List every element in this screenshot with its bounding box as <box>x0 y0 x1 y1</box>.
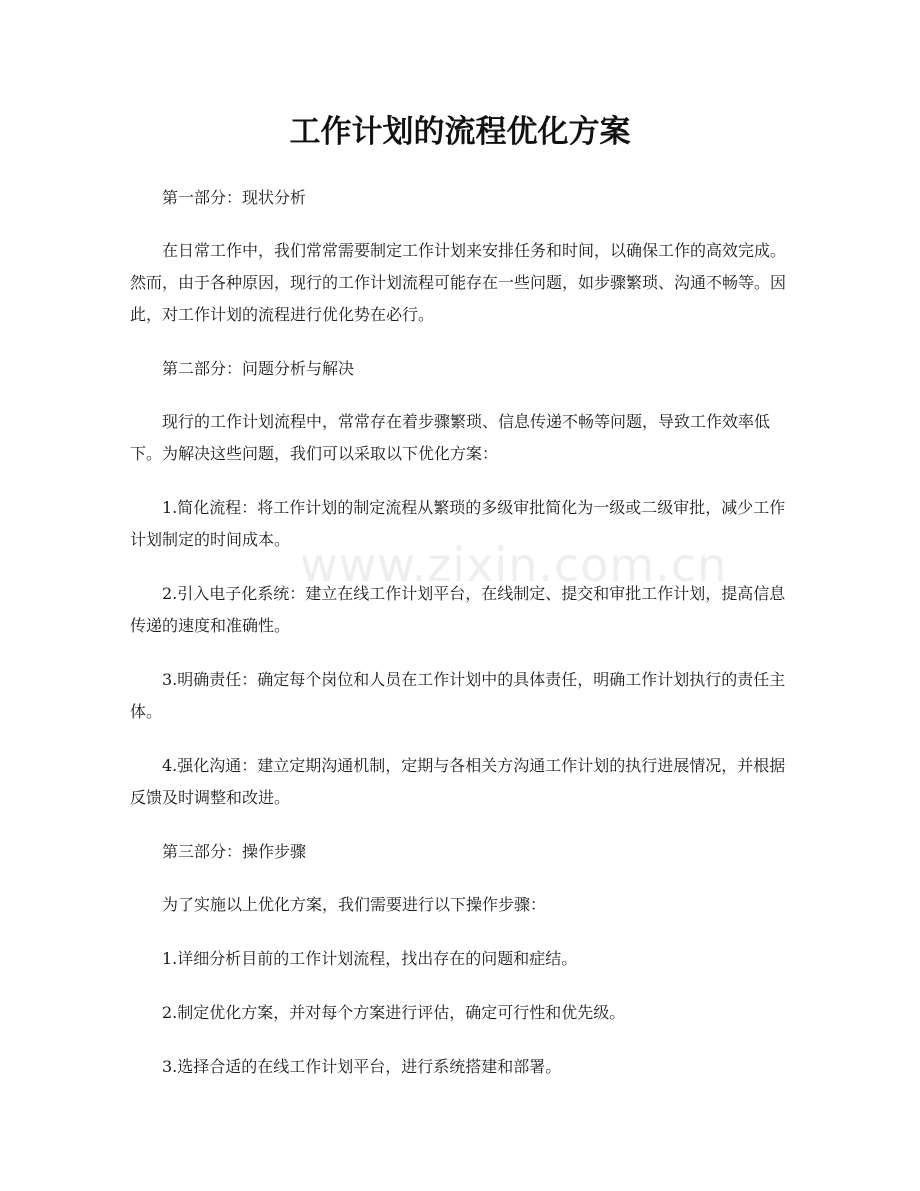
paragraph: 为了实施以上优化方案，我们需要进行以下操作步骤： <box>162 895 547 914</box>
paragraph: 现行的工作计划流程中，常常存在着步骤繁琐、信息传递不畅等问题，导致工作效率低下。为解决这些问题，我们可以采取以下优化方案： <box>130 412 771 463</box>
list-item: 3.选择合适的在线工作计划平台，进行系统搭建和部署。 <box>162 1057 562 1076</box>
list-item: 2.制定优化方案，并对每个方案进行评估，确定可行性和优先级。 <box>162 1003 626 1022</box>
paragraph: 在日常工作中，我们常常需要制定工作计划来安排任务和时间，以确保工作的高效完成。然而，由于各种原因，现行的工作计划流程可能存在一些问题，如步骤繁琐、沟通不畅等。因此，对工作计划的流程进行优化势在必行。 <box>130 241 787 324</box>
list-item: 1.详细分析目前的工作计划流程，找出存在的问题和症结。 <box>162 949 578 968</box>
watermark: www.zixin.com.cn <box>300 538 728 592</box>
list-item: 2.引入电子化系统：建立在线工作计划平台，在线制定、提交和审批工作计划，提高信息传递的速度和准确性。 <box>130 584 786 635</box>
list-item: 1.简化流程：将工作计划的制定流程从繁琐的多级审批简化为一级或二级审批，减少工作计划制定的时间成本。 <box>130 498 786 549</box>
document-body <box>130 182 792 1105</box>
section-heading-1: 第一部分：现状分析 <box>162 188 307 207</box>
section-heading-3: 第三部分：操作步骤 <box>162 842 307 861</box>
list-item: 3.明确责任：确定每个岗位和人员在工作计划中的具体责任，明确工作计划执行的责任主体。 <box>130 670 786 721</box>
document-title: 工作计划的流程优化方案 <box>289 114 631 150</box>
section-heading-2: 第二部分：问题分析与解决 <box>162 359 355 378</box>
list-item: 4.强化沟通：建立定期沟通机制，定期与各相关方沟通工作计划的执行进展情况，并根据反馈及时调整和改进。 <box>130 756 786 807</box>
